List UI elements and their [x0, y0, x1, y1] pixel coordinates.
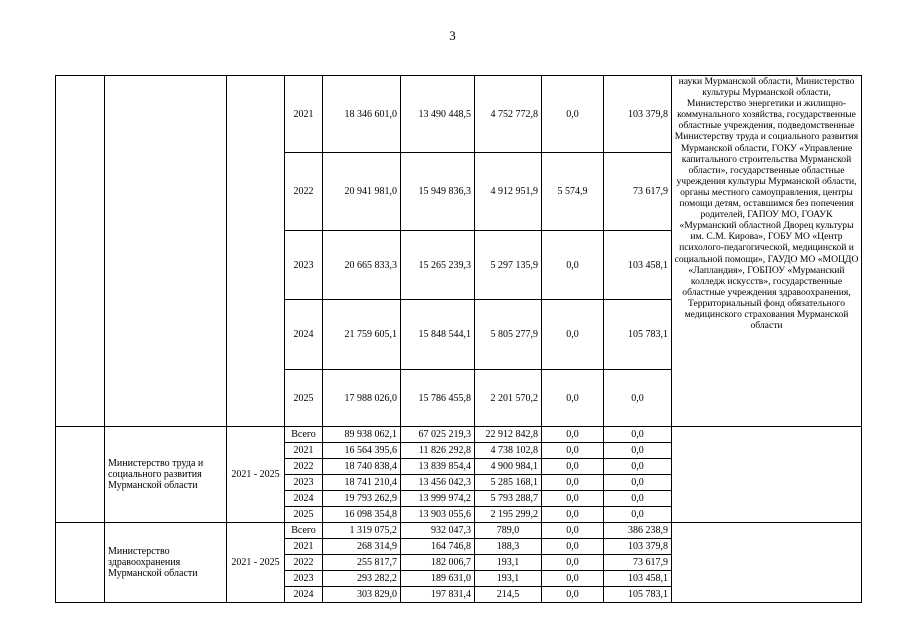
local-budget-cell: 0,0	[542, 459, 604, 475]
fed-budget-cell: 188,3	[475, 539, 542, 555]
local-budget-cell: 0,0	[542, 587, 604, 603]
table-row	[56, 427, 862, 443]
extrabudget-cell: 0,0	[604, 491, 672, 507]
fed-budget-cell: 4 912 951,9	[475, 153, 542, 231]
local-budget-cell: 0,0	[542, 523, 604, 539]
year-cell: 2021	[285, 76, 323, 153]
year-cell: 2025	[285, 370, 323, 427]
year-cell: 2022	[285, 459, 323, 475]
period-cell: 2021 - 2025	[227, 427, 285, 523]
year-cell: 2022	[285, 153, 323, 231]
executors-cell: науки Мурманской области, Министерство культуры Мурманской области, Министерство энергетики и жилищно-коммунального хозяйства, государственные областные учреждения, подведомственные Министерству труда и социального развития Мурманской области, ГОКУ «Управление капитального строительства Мурманской области», государственные областные учреждения культуры Мурманской области, органы местного самоуправления, центры помощи детям, оставшимся без попечения родителей, ГАПОУ МО, ГОАУК «Мурманский областной Дворец культуры им. С.М. Кирова», ГОБУ МО «Центр психолого-педагогической, медицинской и социальной помощи», ГАУДО МО «МОЦДО «Лапландия», ГОБПОУ «Мурманский колледж искусств», государственные областные учреждения здравоохранения, Территориальный фонд обязательного медицинского страхования Мурманской области	[672, 76, 862, 427]
funding-table	[55, 75, 862, 603]
extrabudget-cell: 103 379,8	[604, 76, 672, 153]
period-cell	[227, 76, 285, 427]
obl-budget-cell: 15 848 544,1	[401, 300, 475, 370]
obl-budget-cell: 164 746,8	[401, 539, 475, 555]
local-budget-cell: 0,0	[542, 76, 604, 153]
fed-budget-cell: 193,1	[475, 571, 542, 587]
fed-budget-cell: 214,5	[475, 587, 542, 603]
total-cell: 20 665 833,3	[323, 231, 401, 300]
year-cell: 2024	[285, 300, 323, 370]
year-cell: 2025	[285, 507, 323, 523]
total-cell: 18 741 210,4	[323, 475, 401, 491]
row-number-cell	[56, 76, 105, 427]
local-budget-cell: 0,0	[542, 427, 604, 443]
extrabudget-cell: 103 458,1	[604, 571, 672, 587]
total-cell: 16 098 354,8	[323, 507, 401, 523]
year-cell: Всего	[285, 523, 323, 539]
local-budget-cell: 0,0	[542, 231, 604, 300]
fed-budget-cell: 193,1	[475, 555, 542, 571]
executors-cell	[672, 427, 862, 523]
fed-budget-cell: 789,0	[475, 523, 542, 539]
total-cell: 21 759 605,1	[323, 300, 401, 370]
fed-budget-cell: 5 793 288,7	[475, 491, 542, 507]
fed-budget-cell: 5 297 135,9	[475, 231, 542, 300]
page-number: 3	[449, 28, 456, 43]
obl-budget-cell: 13 999 974,2	[401, 491, 475, 507]
local-budget-cell: 0,0	[542, 370, 604, 427]
extrabudget-cell: 0,0	[604, 459, 672, 475]
extrabudget-cell: 103 379,8	[604, 539, 672, 555]
fed-budget-cell: 4 752 772,8	[475, 76, 542, 153]
table-row	[56, 523, 862, 539]
total-cell: 255 817,7	[323, 555, 401, 571]
extrabudget-cell: 105 783,1	[604, 587, 672, 603]
local-budget-cell: 0,0	[542, 571, 604, 587]
year-cell: 2024	[285, 587, 323, 603]
org-cell	[105, 76, 227, 427]
local-budget-cell: 5 574,9	[542, 153, 604, 231]
total-cell: 16 564 395,6	[323, 443, 401, 459]
local-budget-cell: 0,0	[542, 539, 604, 555]
total-cell: 303 829,0	[323, 587, 401, 603]
year-cell: 2023	[285, 475, 323, 491]
obl-budget-cell: 13 839 854,4	[401, 459, 475, 475]
year-cell: 2023	[285, 231, 323, 300]
obl-budget-cell: 13 490 448,5	[401, 76, 475, 153]
total-cell: 19 793 262,9	[323, 491, 401, 507]
obl-budget-cell: 13 903 055,6	[401, 507, 475, 523]
total-cell: 293 282,2	[323, 571, 401, 587]
extrabudget-cell: 386 238,9	[604, 523, 672, 539]
extrabudget-cell: 0,0	[604, 475, 672, 491]
total-cell: 268 314,9	[323, 539, 401, 555]
fed-budget-cell: 4 900 984,1	[475, 459, 542, 475]
obl-budget-cell: 197 831,4	[401, 587, 475, 603]
extrabudget-cell: 0,0	[604, 507, 672, 523]
fed-budget-cell: 2 201 570,2	[475, 370, 542, 427]
obl-budget-cell: 932 047,3	[401, 523, 475, 539]
total-cell: 1 319 075,2	[323, 523, 401, 539]
obl-budget-cell: 182 006,7	[401, 555, 475, 571]
local-budget-cell: 0,0	[542, 555, 604, 571]
row-number-cell	[56, 523, 105, 603]
fed-budget-cell: 22 912 842,8	[475, 427, 542, 443]
local-budget-cell: 0,0	[542, 491, 604, 507]
extrabudget-cell: 103 458,1	[604, 231, 672, 300]
total-cell: 20 941 981,0	[323, 153, 401, 231]
extrabudget-cell: 0,0	[604, 427, 672, 443]
year-cell: 2023	[285, 571, 323, 587]
fed-budget-cell: 4 738 102,8	[475, 443, 542, 459]
obl-budget-cell: 15 265 239,3	[401, 231, 475, 300]
obl-budget-cell: 15 949 836,3	[401, 153, 475, 231]
year-cell: 2022	[285, 555, 323, 571]
local-budget-cell: 0,0	[542, 475, 604, 491]
period-cell: 2021 - 2025	[227, 523, 285, 603]
org-name-cell: Министерство здравоохранения Мурманской области	[105, 523, 227, 603]
year-cell: 2021	[285, 443, 323, 459]
fed-budget-cell: 2 195 299,2	[475, 507, 542, 523]
obl-budget-cell: 15 786 455,8	[401, 370, 475, 427]
obl-budget-cell: 13 456 042,3	[401, 475, 475, 491]
total-cell: 18 346 601,0	[323, 76, 401, 153]
obl-budget-cell: 189 631,0	[401, 571, 475, 587]
obl-budget-cell: 11 826 292,8	[401, 443, 475, 459]
org-name-cell: Министерство труда и социального развития Мурманской области	[105, 427, 227, 523]
year-cell: 2024	[285, 491, 323, 507]
local-budget-cell: 0,0	[542, 300, 604, 370]
obl-budget-cell: 67 025 219,3	[401, 427, 475, 443]
extrabudget-cell: 0,0	[604, 370, 672, 427]
year-cell: 2021	[285, 539, 323, 555]
local-budget-cell: 0,0	[542, 507, 604, 523]
executors-cell	[672, 523, 862, 603]
total-cell: 89 938 062,1	[323, 427, 401, 443]
total-cell: 17 988 026,0	[323, 370, 401, 427]
table-row	[56, 76, 862, 153]
total-cell: 18 740 838,4	[323, 459, 401, 475]
extrabudget-cell: 73 617,9	[604, 555, 672, 571]
extrabudget-cell: 105 783,1	[604, 300, 672, 370]
fed-budget-cell: 5 805 277,9	[475, 300, 542, 370]
row-number-cell	[56, 427, 105, 523]
fed-budget-cell: 5 285 168,1	[475, 475, 542, 491]
extrabudget-cell: 0,0	[604, 443, 672, 459]
extrabudget-cell: 73 617,9	[604, 153, 672, 231]
local-budget-cell: 0,0	[542, 443, 604, 459]
year-cell: Всего	[285, 427, 323, 443]
